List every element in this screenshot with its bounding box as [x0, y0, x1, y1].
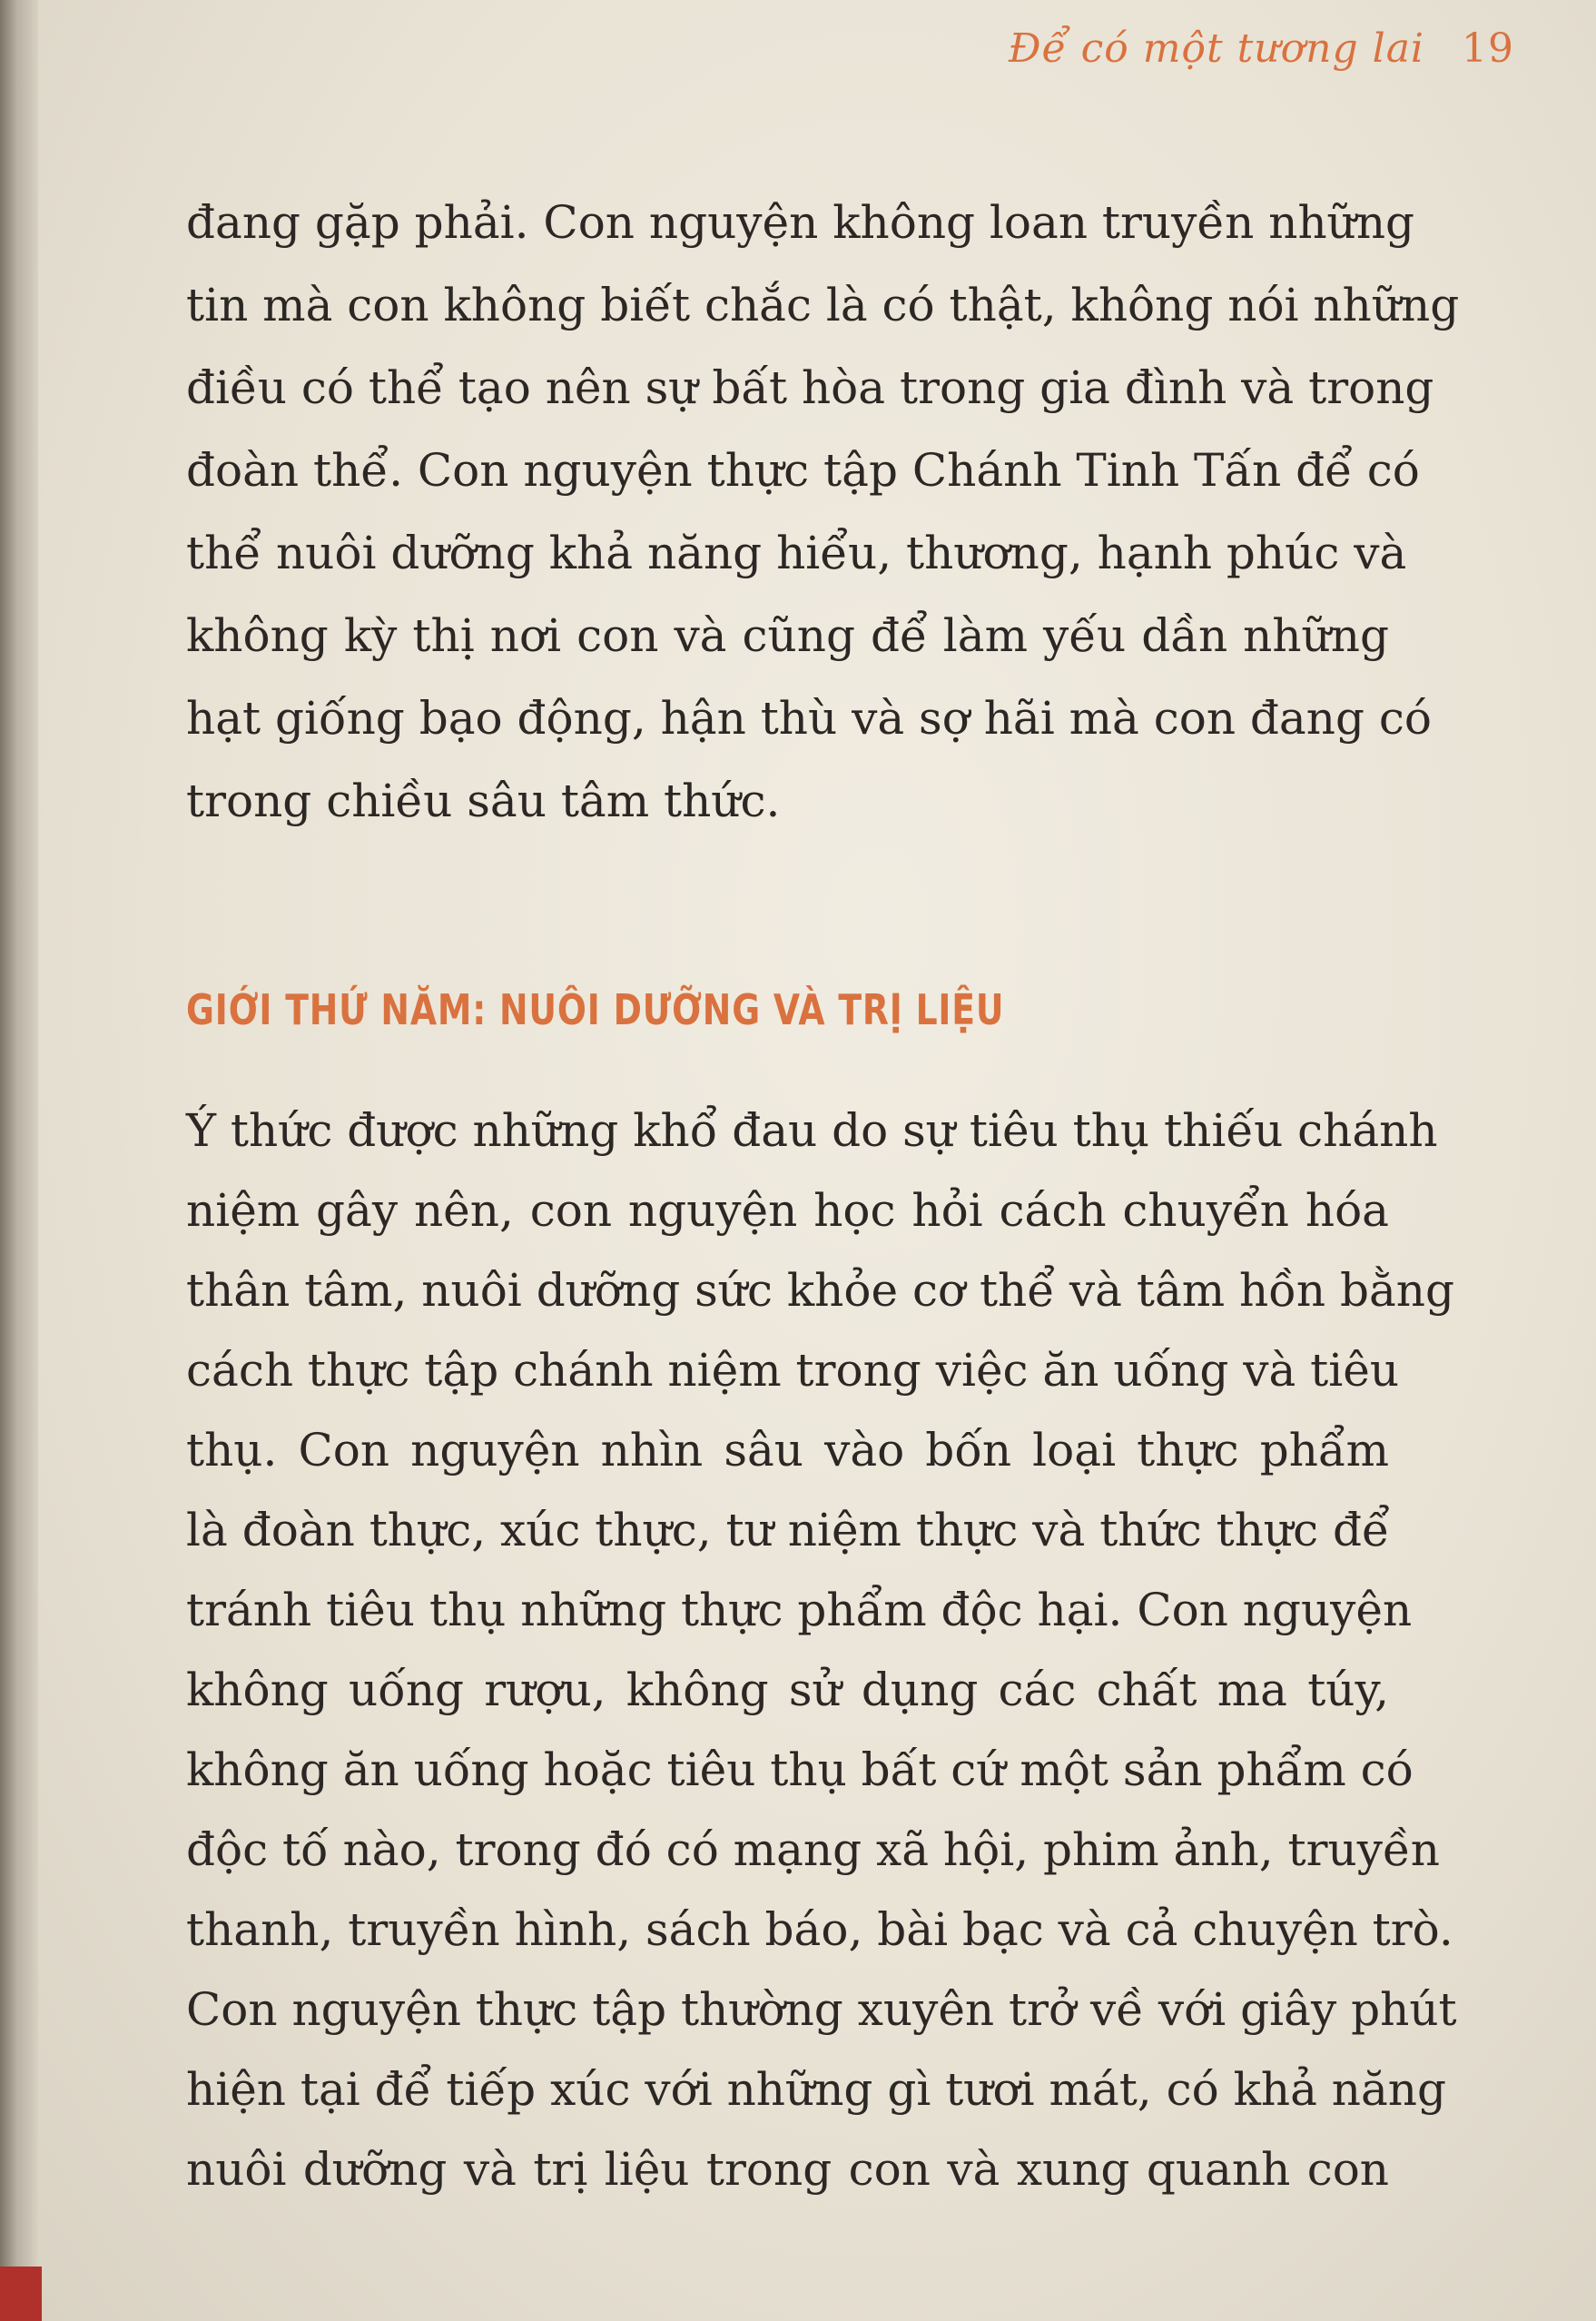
- paragraph-1-line: đang gặp phải. Con nguyện không loan truyền những: [186, 196, 1415, 249]
- paragraph-2-line: không ăn uống hoặc tiêu thụ bất cứ một sản phẩm có: [186, 1743, 1414, 1796]
- paragraph-2-line: nuôi dưỡng và trị liệu trong con và xung quanh con: [186, 2143, 1389, 2196]
- paragraph-2-line: thanh, truyền hình, sách báo, bài bạc và cả chuyện trò.: [186, 1903, 1453, 1956]
- paragraph-2-line: thụ. Con nguyện nhìn sâu vào bốn loại thực phẩm: [186, 1424, 1389, 1477]
- paragraph-1-line: đoàn thể. Con nguyện thực tập Chánh Tinh Tấn để có: [186, 444, 1420, 497]
- paragraph-2-line: không uống rượu, không sử dụng các chất ma túy,: [186, 1664, 1389, 1716]
- paragraph-1-line: điều có thể tạo nên sự bất hòa trong gia đình và trong: [186, 361, 1434, 414]
- cover-edge: [0, 2267, 42, 2321]
- paragraph-2-line: độc tố nào, trong đó có mạng xã hội, phim ảnh, truyền: [186, 1823, 1440, 1876]
- paragraph-2-line: thân tâm, nuôi dưỡng sức khỏe cơ thể và tâm hồn bằng: [186, 1264, 1454, 1317]
- paragraph-1-line: tin mà con không biết chắc là có thật, không nói những: [186, 279, 1460, 331]
- page-gutter: [0, 0, 38, 2321]
- running-head: [1009, 25, 1514, 72]
- paragraph-2-line: Con nguyện thực tập thường xuyên trở về với giây phút: [186, 1983, 1457, 2036]
- paragraph-1-line: không kỳ thị nơi con và cũng để làm yếu dần những: [186, 609, 1389, 662]
- paragraph-2-line: tránh tiêu thụ những thực phẩm độc hại. Con nguyện: [186, 1584, 1413, 1636]
- paragraph-2-line: cách thực tập chánh niệm trong việc ăn uống và tiêu: [186, 1344, 1400, 1397]
- paragraph-2-line: niệm gây nên, con nguyện học hỏi cách chuyển hóa: [186, 1184, 1389, 1237]
- paragraph-1-line: thể nuôi dưỡng khả năng hiểu, thương, hạnh phúc và: [186, 527, 1407, 579]
- paragraph-1-line: hạt giống bạo động, hận thù và sợ hãi mà con đang có: [186, 692, 1432, 745]
- running-head-title: Để có một tương lai: [1009, 25, 1424, 72]
- paragraph-1-line: trong chiều sâu tâm thức.: [186, 775, 781, 827]
- paragraph-2-line: hiện tại để tiếp xúc với những gì tươi mát, có khả năng: [186, 2063, 1447, 2116]
- paragraph-2-line: Ý thức được những khổ đau do sự tiêu thụ thiếu chánh: [186, 1104, 1438, 1157]
- section-heading: GIỚI THỨ NĂM: NUÔI DƯỠNG VÀ TRỊ LIỆU: [186, 985, 1005, 1034]
- page-number: 19: [1462, 25, 1514, 72]
- paragraph-2-line: là đoàn thực, xúc thực, tư niệm thực và thức thực để: [186, 1504, 1390, 1556]
